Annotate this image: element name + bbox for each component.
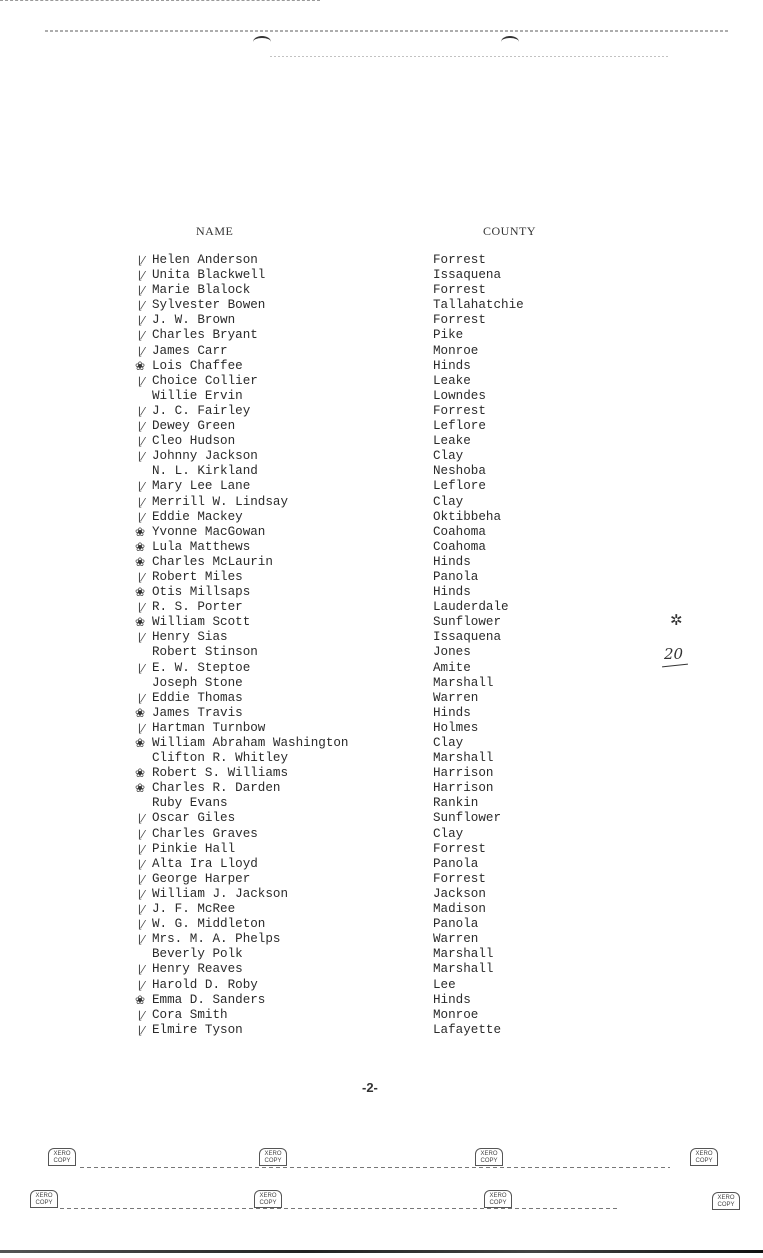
person-name: Charles McLaurin bbox=[152, 554, 273, 569]
name-entry bbox=[135, 781, 349, 796]
county-entry: Panola bbox=[433, 917, 479, 932]
county-list bbox=[433, 253, 524, 1038]
scribble-mark-icon: ❀ bbox=[135, 992, 146, 1007]
name-entry bbox=[135, 554, 349, 570]
name-entry bbox=[135, 766, 349, 781]
name-entry bbox=[138, 343, 349, 359]
top-scan-rule-faint bbox=[270, 56, 670, 57]
name-entry bbox=[135, 524, 349, 540]
person-name: J. W. Brown bbox=[152, 313, 236, 328]
name-entry bbox=[138, 977, 349, 993]
name-entry bbox=[138, 509, 349, 525]
county-entry: Lauderdale bbox=[433, 600, 509, 615]
person-name: Oscar Giles bbox=[152, 811, 236, 826]
xerocopy-stamp-icon: XERO COPY bbox=[254, 1190, 282, 1208]
county-entry: Madison bbox=[433, 902, 486, 917]
county-entry: Lafayette bbox=[433, 1022, 502, 1037]
checkmark-icon: ⌊⁄ bbox=[138, 933, 145, 947]
scribble-mark-icon: ❀ bbox=[135, 585, 146, 600]
county-entry: Warren bbox=[433, 690, 479, 705]
xerocopy-stamp-icon: XERO COPY bbox=[484, 1190, 512, 1208]
name-entry bbox=[135, 358, 349, 374]
name-entry bbox=[138, 434, 349, 449]
county-entry: Jackson bbox=[433, 886, 486, 901]
margin-number-note: 20 bbox=[664, 645, 684, 663]
county-entry: Sunflower bbox=[433, 811, 502, 826]
person-name: Clifton R. Whitley bbox=[152, 751, 289, 766]
county-entry: Forrest bbox=[433, 841, 486, 856]
person-name: Willie Ervin bbox=[152, 388, 243, 403]
page-bottom-edge bbox=[0, 1250, 763, 1253]
checkmark-icon: ⌊⁄ bbox=[138, 420, 145, 434]
county-entry: Hinds bbox=[433, 705, 471, 720]
county-entry: Clay bbox=[433, 826, 464, 841]
name-entry bbox=[138, 871, 349, 887]
person-name: Joseph Stone bbox=[152, 675, 243, 690]
binder-hole-mark-left bbox=[253, 36, 271, 48]
county-entry: Warren bbox=[433, 932, 479, 947]
name-entry bbox=[138, 268, 349, 283]
checkmark-icon: ⌊⁄ bbox=[138, 842, 145, 856]
name-entry bbox=[135, 736, 349, 751]
xerocopy-stamp-icon: XERO COPY bbox=[30, 1190, 58, 1208]
checkmark-icon: ⌊⁄ bbox=[138, 254, 145, 267]
person-name: Eddie Mackey bbox=[152, 509, 243, 524]
name-entry bbox=[138, 403, 349, 419]
checkmark-icon: ⌊⁄ bbox=[138, 570, 145, 584]
name-entry bbox=[152, 796, 349, 811]
county-entry: Forrest bbox=[433, 403, 486, 418]
xerocopy-stamp-icon: XERO COPY bbox=[259, 1148, 287, 1166]
county-entry: Forrest bbox=[433, 283, 486, 298]
name-entry bbox=[138, 826, 349, 842]
person-name: Yvonne MacGowan bbox=[152, 524, 266, 539]
county-entry: Pike bbox=[433, 328, 464, 343]
name-entry bbox=[135, 615, 349, 630]
name-entry bbox=[138, 660, 349, 676]
county-entry: Monroe bbox=[433, 343, 479, 358]
person-name: Harold D. Roby bbox=[152, 977, 258, 992]
checkmark-icon: ⌊⁄ bbox=[138, 601, 145, 615]
name-entry bbox=[138, 690, 349, 706]
name-entry bbox=[138, 298, 349, 313]
county-entry: Forrest bbox=[433, 253, 486, 267]
name-entry bbox=[138, 283, 349, 298]
checkmark-icon: ⌊⁄ bbox=[138, 887, 145, 901]
name-entry bbox=[138, 1007, 349, 1023]
person-name: Elmire Tyson bbox=[152, 1022, 243, 1037]
scribble-mark-icon: ❀ bbox=[135, 539, 146, 554]
county-entry: Harrison bbox=[433, 766, 494, 781]
scribble-mark-icon: ❀ bbox=[135, 736, 146, 750]
name-entry bbox=[152, 645, 349, 660]
person-name: Marie Blalock bbox=[152, 283, 251, 298]
checkmark-icon: ⌊⁄ bbox=[138, 903, 145, 917]
checkmark-icon: ⌊⁄ bbox=[138, 1023, 145, 1037]
person-name: Cleo Hudson bbox=[152, 434, 236, 449]
county-entry: Issaquena bbox=[433, 268, 502, 283]
person-name: Charles Graves bbox=[152, 826, 258, 841]
checkmark-icon: ⌊⁄ bbox=[138, 721, 145, 735]
scribble-mark-icon: ❀ bbox=[135, 358, 146, 373]
county-entry: Lowndes bbox=[433, 388, 486, 403]
checkmark-icon: ⌊⁄ bbox=[138, 450, 145, 464]
checkmark-icon: ⌊⁄ bbox=[138, 314, 145, 328]
person-name: Lula Matthews bbox=[152, 539, 251, 554]
county-entry: Clay bbox=[433, 494, 464, 509]
person-name: Ruby Evans bbox=[152, 796, 228, 811]
person-name: N. L. Kirkland bbox=[152, 464, 258, 479]
person-name: Sylvester Bowen bbox=[152, 298, 266, 313]
top-scan-rule bbox=[45, 30, 730, 32]
person-name: Eddie Thomas bbox=[152, 690, 243, 705]
person-name: Charles Bryant bbox=[152, 328, 258, 343]
county-entry: Forrest bbox=[433, 313, 486, 328]
county-entry: Panola bbox=[433, 856, 479, 871]
person-name: W. G. Middleton bbox=[152, 917, 266, 932]
person-name: Johnny Jackson bbox=[152, 449, 258, 464]
checkmark-icon: ⌊⁄ bbox=[138, 435, 145, 449]
person-name: Charles R. Darden bbox=[152, 781, 281, 796]
name-entry bbox=[152, 389, 349, 404]
county-entry: Clay bbox=[433, 736, 464, 750]
checkmark-icon: ⌊⁄ bbox=[138, 510, 145, 524]
checkmark-icon: ⌊⁄ bbox=[138, 269, 145, 283]
name-entry bbox=[138, 600, 349, 615]
person-name: Lois Chaffee bbox=[152, 358, 243, 373]
name-list bbox=[135, 253, 349, 1038]
name-entry bbox=[138, 494, 349, 510]
person-name: Pinkie Hall bbox=[152, 841, 236, 856]
checkmark-icon: ⌊⁄ bbox=[138, 374, 145, 388]
name-entry bbox=[138, 328, 349, 343]
scribble-mark-icon: ❀ bbox=[135, 705, 146, 720]
county-entry: Coahoma bbox=[433, 524, 486, 539]
person-name: Choice Collier bbox=[152, 373, 258, 388]
person-name: Robert S. Williams bbox=[152, 766, 289, 781]
binder-hole-mark-right bbox=[501, 36, 519, 48]
county-entry: Amite bbox=[433, 660, 471, 675]
person-name: R. S. Porter bbox=[152, 600, 243, 615]
county-entry: Marshall bbox=[433, 962, 494, 977]
stamp-rule bbox=[60, 1208, 620, 1209]
person-name: Robert Miles bbox=[152, 569, 243, 584]
person-name: Dewey Green bbox=[152, 419, 236, 434]
xerocopy-stamp-icon: XERO COPY bbox=[712, 1192, 740, 1210]
top-perforation bbox=[0, 0, 320, 1]
xerocopy-stamp-icon: XERO COPY bbox=[48, 1148, 76, 1166]
county-entry: Hinds bbox=[433, 554, 471, 569]
name-entry bbox=[138, 373, 349, 389]
name-entry bbox=[152, 751, 349, 766]
county-entry: Leake bbox=[433, 373, 471, 388]
county-entry: Marshall bbox=[433, 675, 494, 690]
scribble-mark-icon: ❀ bbox=[135, 766, 146, 781]
county-entry: Coahoma bbox=[433, 539, 486, 554]
name-entry bbox=[152, 464, 349, 479]
person-name: E. W. Steptoe bbox=[152, 660, 251, 675]
name-column-header: NAME bbox=[196, 224, 234, 238]
county-entry: Holmes bbox=[433, 720, 479, 735]
county-entry: Tallahatchie bbox=[433, 298, 524, 313]
name-entry bbox=[138, 419, 349, 434]
person-name: Merrill W. Lindsay bbox=[152, 494, 289, 509]
name-entry bbox=[138, 313, 349, 328]
page-number: -2- bbox=[362, 1080, 378, 1095]
county-entry: Forrest bbox=[433, 871, 486, 886]
checkmark-icon: ⌊⁄ bbox=[138, 872, 145, 886]
county-entry: Leake bbox=[433, 434, 471, 449]
county-entry: Marshall bbox=[433, 947, 494, 962]
name-entry bbox=[135, 705, 349, 721]
checkmark-icon: ⌊⁄ bbox=[138, 299, 145, 313]
checkmark-icon: ⌊⁄ bbox=[138, 495, 145, 509]
scribble-mark-icon: ❀ bbox=[135, 554, 146, 569]
person-name: Hartman Turnbow bbox=[152, 720, 266, 735]
person-name: J. C. Fairley bbox=[152, 403, 251, 418]
checkmark-icon: ⌊⁄ bbox=[138, 480, 145, 494]
name-entry bbox=[138, 902, 349, 917]
scribble-mark-icon: ❀ bbox=[135, 615, 146, 630]
xerocopy-stamp-icon: XERO COPY bbox=[475, 1148, 503, 1166]
name-entry bbox=[138, 1022, 349, 1038]
county-column-header: COUNTY bbox=[483, 224, 536, 238]
person-name: James Carr bbox=[152, 343, 228, 358]
county-entry: Monroe bbox=[433, 1007, 479, 1022]
person-name: J. F. McRee bbox=[152, 902, 236, 917]
checkmark-icon: ⌊⁄ bbox=[138, 404, 145, 418]
person-name: George Harper bbox=[152, 871, 251, 886]
person-name: Alta Ira Lloyd bbox=[152, 856, 258, 871]
checkmark-icon: ⌊⁄ bbox=[138, 631, 145, 645]
checkmark-icon: ⌊⁄ bbox=[138, 918, 145, 932]
person-name: William Scott bbox=[152, 615, 251, 630]
person-name: Mary Lee Lane bbox=[152, 479, 251, 494]
county-entry: Oktibbeha bbox=[433, 509, 502, 524]
county-entry: Clay bbox=[433, 449, 464, 464]
person-name: Helen Anderson bbox=[152, 253, 258, 267]
county-entry: Hinds bbox=[433, 585, 471, 600]
county-entry: Sunflower bbox=[433, 615, 502, 630]
name-entry bbox=[135, 539, 349, 555]
county-entry: Lee bbox=[433, 977, 456, 992]
person-name: William J. Jackson bbox=[152, 886, 289, 901]
checkmark-icon: ⌊⁄ bbox=[138, 978, 145, 992]
name-entry bbox=[138, 932, 349, 947]
checkmark-icon: ⌊⁄ bbox=[138, 691, 145, 705]
person-name: Unita Blackwell bbox=[152, 268, 266, 283]
county-entry: Hinds bbox=[433, 992, 471, 1007]
name-entry bbox=[138, 917, 349, 932]
name-entry bbox=[138, 630, 349, 645]
checkmark-icon: ⌊⁄ bbox=[138, 344, 145, 358]
name-entry bbox=[152, 947, 349, 962]
checkmark-icon: ⌊⁄ bbox=[138, 963, 145, 977]
scribble-mark-icon: ❀ bbox=[135, 524, 146, 539]
scribble-mark-icon: ❀ bbox=[135, 781, 146, 796]
name-entry bbox=[135, 992, 349, 1008]
checkmark-icon: ⌊⁄ bbox=[138, 284, 145, 298]
name-entry bbox=[138, 449, 349, 464]
person-name: Robert Stinson bbox=[152, 645, 258, 660]
name-entry bbox=[138, 569, 349, 585]
county-entry: Hinds bbox=[433, 358, 471, 373]
name-entry bbox=[138, 253, 349, 268]
stamp-rule bbox=[80, 1167, 670, 1168]
checkmark-icon: ⌊⁄ bbox=[138, 812, 145, 826]
person-name: Henry Reaves bbox=[152, 962, 243, 977]
name-entry bbox=[138, 811, 349, 826]
county-entry: Harrison bbox=[433, 781, 494, 796]
checkmark-icon: ⌊⁄ bbox=[138, 1008, 145, 1022]
county-entry: Panola bbox=[433, 569, 479, 584]
name-entry bbox=[138, 479, 349, 494]
person-name: Henry Sias bbox=[152, 630, 228, 645]
name-entry bbox=[138, 841, 349, 857]
county-entry: Issaquena bbox=[433, 630, 502, 645]
person-name: Beverly Polk bbox=[152, 947, 243, 962]
checkmark-icon: ⌊⁄ bbox=[138, 329, 145, 343]
county-entry: Jones bbox=[433, 645, 471, 660]
county-entry: Leflore bbox=[433, 479, 486, 494]
checkmark-icon: ⌊⁄ bbox=[138, 857, 145, 871]
county-entry: Marshall bbox=[433, 751, 494, 766]
county-entry: Rankin bbox=[433, 796, 479, 811]
xerocopy-stamp-icon: XERO COPY bbox=[690, 1148, 718, 1166]
person-name: Emma D. Sanders bbox=[152, 992, 266, 1007]
checkmark-icon: ⌊⁄ bbox=[138, 661, 145, 675]
checkmark-icon: ⌊⁄ bbox=[138, 827, 145, 841]
name-entry bbox=[138, 720, 349, 736]
name-entry bbox=[138, 886, 349, 902]
person-name: Mrs. M. A. Phelps bbox=[152, 932, 281, 947]
person-name: William Abraham Washington bbox=[152, 736, 349, 750]
person-name: Otis Millsaps bbox=[152, 585, 251, 600]
county-entry: Leflore bbox=[433, 419, 486, 434]
name-entry bbox=[135, 585, 349, 600]
name-entry bbox=[138, 856, 349, 872]
margin-scribble: ✲ bbox=[670, 611, 683, 629]
name-entry bbox=[138, 962, 349, 977]
person-name: Cora Smith bbox=[152, 1007, 228, 1022]
name-entry bbox=[152, 676, 349, 691]
county-entry: Neshoba bbox=[433, 464, 486, 479]
person-name: James Travis bbox=[152, 705, 243, 720]
